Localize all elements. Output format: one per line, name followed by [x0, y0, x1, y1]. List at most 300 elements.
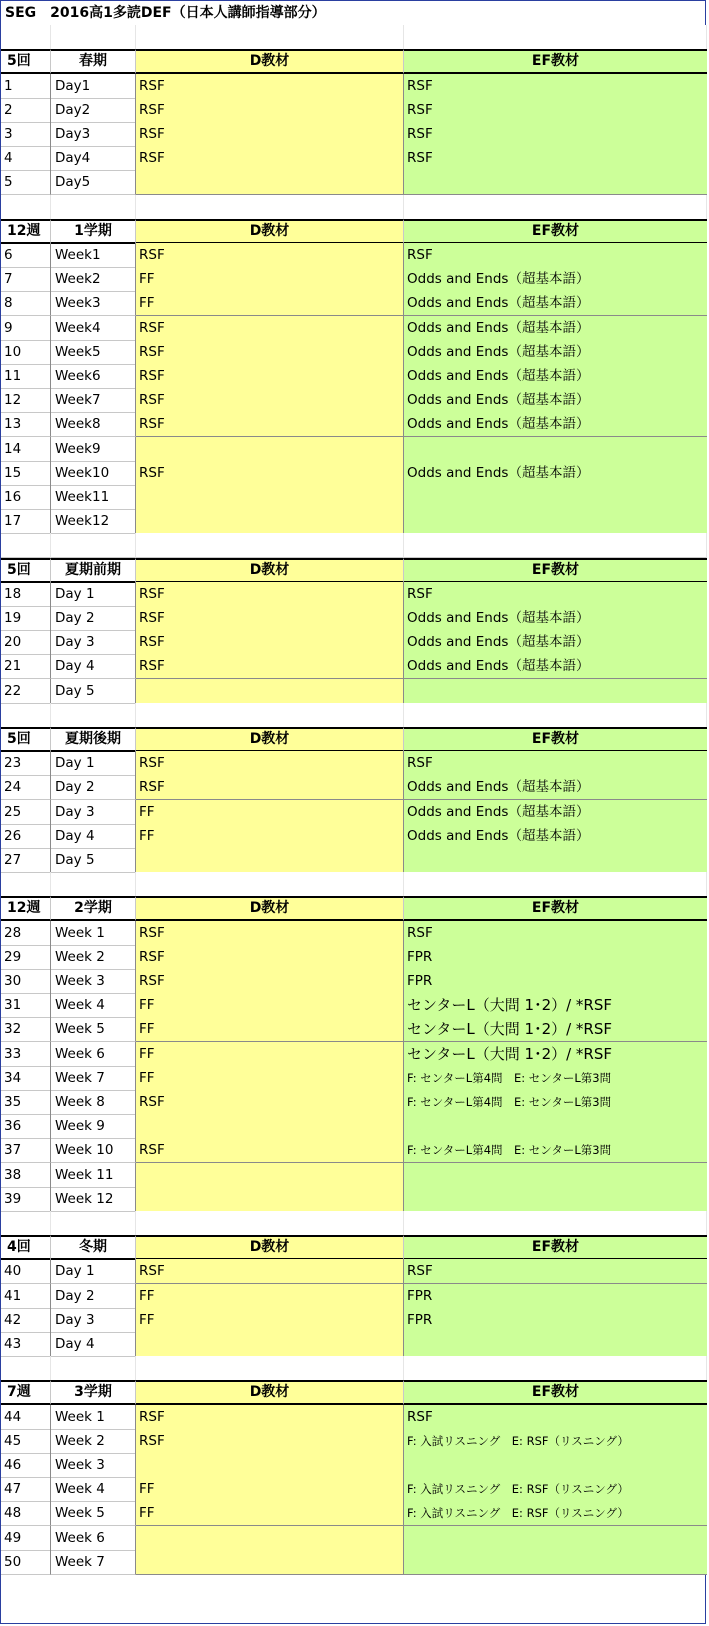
- session-cell[interactable]: Day 2: [51, 1284, 136, 1309]
- ef-material-cell[interactable]: Odds and Ends（超基本語）: [404, 340, 707, 365]
- row-number-cell[interactable]: 1: [1, 74, 51, 99]
- empty-cell[interactable]: [136, 25, 404, 50]
- session-cell[interactable]: Day 5: [51, 848, 136, 873]
- d-material-cell[interactable]: FF: [136, 1308, 404, 1333]
- d-material-cell[interactable]: FF: [136, 1477, 404, 1502]
- session-cell[interactable]: Week12: [51, 509, 136, 534]
- d-material-cell[interactable]: RSF: [136, 1090, 404, 1115]
- d-material-cell[interactable]: [136, 1550, 404, 1575]
- section-term-cell[interactable]: 冬期: [51, 1235, 136, 1260]
- ef-material-cell[interactable]: [404, 170, 707, 195]
- table-row: [1, 1526, 707, 1551]
- ef-material-cell[interactable]: RSF: [404, 98, 707, 123]
- d-material-cell[interactable]: RSF: [136, 74, 404, 99]
- ef-material-cell[interactable]: [404, 509, 707, 534]
- d-material-cell[interactable]: [136, 170, 404, 195]
- ef-material-cell[interactable]: [404, 1550, 707, 1575]
- table-row: [1, 775, 707, 800]
- ef-material-cell[interactable]: RSF: [404, 243, 707, 268]
- session-cell[interactable]: Week 1: [51, 1405, 136, 1430]
- row-number-cell[interactable]: 4: [1, 146, 51, 171]
- ef-material-cell[interactable]: Odds and Ends（超基本語）: [404, 388, 707, 413]
- empty-cell[interactable]: [1, 25, 51, 50]
- row-number-cell[interactable]: 11: [1, 364, 51, 389]
- d-material-cell[interactable]: [136, 437, 404, 462]
- d-material-cell[interactable]: RSF: [136, 654, 404, 679]
- session-cell[interactable]: Week10: [51, 461, 136, 486]
- table-row: [1, 267, 707, 292]
- empty-cell[interactable]: [1, 872, 51, 897]
- table-row: [1, 388, 707, 413]
- row-number-cell[interactable]: 21: [1, 654, 51, 679]
- ef-material-cell[interactable]: F: センターL第4問 E: センターL第3問: [404, 1066, 707, 1091]
- table-row: [1, 122, 707, 147]
- d-material-cell[interactable]: RSF: [136, 243, 404, 268]
- table-row: [1, 945, 707, 970]
- ef-material-cell[interactable]: [404, 1163, 707, 1188]
- empty-cell[interactable]: [1, 1356, 51, 1381]
- row-number-cell[interactable]: 36: [1, 1114, 51, 1139]
- table-row: [1, 437, 707, 462]
- ef-material-cell[interactable]: RSF: [404, 921, 707, 946]
- empty-cell[interactable]: [404, 703, 707, 728]
- row-number-cell[interactable]: 50: [1, 1550, 51, 1575]
- empty-cell[interactable]: [51, 195, 136, 220]
- session-cell[interactable]: Week 8: [51, 1090, 136, 1115]
- table-row: [1, 1550, 707, 1575]
- session-cell[interactable]: Day 4: [51, 1332, 136, 1357]
- empty-cell[interactable]: [136, 703, 404, 728]
- section-count-cell[interactable]: 12週: [1, 896, 51, 921]
- table-row: [1, 291, 707, 316]
- session-cell[interactable]: Week 12: [51, 1187, 136, 1212]
- ef-material-cell[interactable]: RSF: [404, 1405, 707, 1430]
- session-cell[interactable]: Day 4: [51, 824, 136, 849]
- session-cell[interactable]: Week 4: [51, 1477, 136, 1502]
- section-header-row: [1, 558, 707, 583]
- row-number-cell[interactable]: 32: [1, 1017, 51, 1042]
- session-cell[interactable]: Day 3: [51, 1308, 136, 1333]
- session-cell[interactable]: Week6: [51, 364, 136, 389]
- empty-cell[interactable]: [1, 1211, 51, 1236]
- table-row: [1, 751, 707, 776]
- ef-material-cell[interactable]: FPR: [404, 945, 707, 970]
- d-material-cell[interactable]: RSF: [136, 969, 404, 994]
- session-cell[interactable]: Week3: [51, 291, 136, 316]
- d-material-cell[interactable]: RSF: [136, 1259, 404, 1284]
- row-number-cell[interactable]: 7: [1, 267, 51, 292]
- session-cell[interactable]: Day5: [51, 170, 136, 195]
- session-cell[interactable]: Day 1: [51, 751, 136, 776]
- row-number-cell[interactable]: 3: [1, 122, 51, 147]
- blank-row: [1, 1211, 707, 1236]
- ef-material-cell[interactable]: [404, 437, 707, 462]
- session-cell[interactable]: Week7: [51, 388, 136, 413]
- table-row: [1, 921, 707, 946]
- session-cell[interactable]: Week8: [51, 412, 136, 437]
- empty-cell[interactable]: [136, 195, 404, 220]
- ef-material-cell[interactable]: Odds and Ends（超基本語）: [404, 654, 707, 679]
- ef-material-cell[interactable]: F: 入試リスニング E: RSF（リスニング）: [404, 1501, 707, 1526]
- section-term-cell[interactable]: 夏期後期: [51, 727, 136, 752]
- ef-material-cell[interactable]: Odds and Ends（超基本語）: [404, 461, 707, 486]
- section-header-row: [1, 1380, 707, 1405]
- session-cell[interactable]: Week 11: [51, 1163, 136, 1188]
- empty-cell[interactable]: [404, 533, 707, 558]
- empty-cell[interactable]: [51, 533, 136, 558]
- d-material-cell[interactable]: RSF: [136, 122, 404, 147]
- row-number-cell[interactable]: 14: [1, 437, 51, 462]
- ef-material-header[interactable]: EF教材: [404, 1380, 707, 1405]
- session-cell[interactable]: Day 3: [51, 630, 136, 655]
- session-cell[interactable]: Week 2: [51, 1429, 136, 1454]
- d-material-cell[interactable]: RSF: [136, 364, 404, 389]
- session-cell[interactable]: Week 4: [51, 993, 136, 1018]
- ef-material-cell[interactable]: FPR: [404, 1284, 707, 1309]
- d-material-cell[interactable]: FF: [136, 1066, 404, 1091]
- row-number-cell[interactable]: 35: [1, 1090, 51, 1115]
- d-material-cell[interactable]: RSF: [136, 775, 404, 800]
- row-number-cell[interactable]: 10: [1, 340, 51, 365]
- session-cell[interactable]: Day 1: [51, 1259, 136, 1284]
- d-material-cell[interactable]: [136, 1526, 404, 1551]
- d-material-cell[interactable]: FF: [136, 824, 404, 849]
- ef-material-cell[interactable]: RSF: [404, 74, 707, 99]
- session-cell[interactable]: Week 7: [51, 1066, 136, 1091]
- row-number-cell[interactable]: 40: [1, 1259, 51, 1284]
- d-material-cell[interactable]: RSF: [136, 1405, 404, 1430]
- d-material-cell[interactable]: RSF: [136, 1138, 404, 1163]
- row-number-cell[interactable]: 38: [1, 1163, 51, 1188]
- section-header-row: [1, 219, 707, 244]
- ef-material-cell[interactable]: [404, 1526, 707, 1551]
- ef-material-cell[interactable]: F: 入試リスニング E: RSF（リスニング）: [404, 1477, 707, 1502]
- table-row: [1, 1308, 707, 1333]
- section-count-cell[interactable]: 5回: [1, 558, 51, 583]
- empty-cell[interactable]: [51, 25, 136, 50]
- session-cell[interactable]: Week 5: [51, 1501, 136, 1526]
- blank-row: [1, 533, 707, 558]
- row-number-cell[interactable]: 31: [1, 993, 51, 1018]
- ef-material-cell[interactable]: RSF: [404, 582, 707, 607]
- session-cell[interactable]: Week 6: [51, 1042, 136, 1067]
- table-row: [1, 1284, 707, 1309]
- table-row: [1, 606, 707, 631]
- session-cell[interactable]: Day 2: [51, 775, 136, 800]
- d-material-header[interactable]: D教材: [136, 219, 404, 244]
- d-material-cell[interactable]: RSF: [136, 945, 404, 970]
- section-count-cell[interactable]: 5回: [1, 727, 51, 752]
- section-count-cell[interactable]: 12週: [1, 219, 51, 244]
- d-material-header[interactable]: D教材: [136, 727, 404, 752]
- table-row: [1, 824, 707, 849]
- empty-cell[interactable]: [136, 1356, 404, 1381]
- empty-cell[interactable]: [404, 1211, 707, 1236]
- ef-material-cell[interactable]: センターL（大問 1･2）/ *RSF: [404, 1042, 707, 1067]
- section-count-cell[interactable]: 4回: [1, 1235, 51, 1260]
- session-cell[interactable]: Week9: [51, 437, 136, 462]
- row-number-cell[interactable]: 18: [1, 582, 51, 607]
- d-material-cell[interactable]: [136, 485, 404, 510]
- empty-cell[interactable]: [404, 872, 707, 897]
- table-row: [1, 582, 707, 607]
- row-number-cell[interactable]: 16: [1, 485, 51, 510]
- row-number-cell[interactable]: 42: [1, 1308, 51, 1333]
- ef-material-cell[interactable]: Odds and Ends（超基本語）: [404, 775, 707, 800]
- d-material-header[interactable]: D教材: [136, 896, 404, 921]
- row-number-cell[interactable]: 43: [1, 1332, 51, 1357]
- section-term-cell[interactable]: 春期: [51, 49, 136, 74]
- session-cell[interactable]: Day 4: [51, 654, 136, 679]
- ef-material-cell[interactable]: FPR: [404, 969, 707, 994]
- empty-cell[interactable]: [51, 1356, 136, 1381]
- ef-material-cell[interactable]: [404, 1453, 707, 1478]
- session-cell[interactable]: Day 5: [51, 679, 136, 704]
- table-row: [1, 993, 707, 1018]
- d-material-cell[interactable]: RSF: [136, 98, 404, 123]
- ef-material-cell[interactable]: RSF: [404, 1259, 707, 1284]
- ef-material-header[interactable]: EF教材: [404, 1235, 707, 1260]
- d-material-cell[interactable]: FF: [136, 1501, 404, 1526]
- row-number-cell[interactable]: 47: [1, 1477, 51, 1502]
- d-material-cell[interactable]: FF: [136, 267, 404, 292]
- ef-material-cell[interactable]: Odds and Ends（超基本語）: [404, 291, 707, 316]
- ef-material-header[interactable]: EF教材: [404, 896, 707, 921]
- row-number-cell[interactable]: 17: [1, 509, 51, 534]
- d-material-cell[interactable]: RSF: [136, 388, 404, 413]
- ef-material-cell[interactable]: F: センターL第4問 E: センターL第3問: [404, 1138, 707, 1163]
- blank-row: [1, 703, 707, 728]
- ef-material-cell[interactable]: [404, 485, 707, 510]
- d-material-cell[interactable]: [136, 848, 404, 873]
- blank-row: [1, 872, 707, 897]
- d-material-cell[interactable]: [136, 679, 404, 704]
- row-number-cell[interactable]: 46: [1, 1453, 51, 1478]
- ef-material-header[interactable]: EF教材: [404, 219, 707, 244]
- session-cell[interactable]: Week4: [51, 316, 136, 341]
- d-material-cell[interactable]: RSF: [136, 630, 404, 655]
- session-cell[interactable]: Week 5: [51, 1017, 136, 1042]
- ef-material-cell[interactable]: RSF: [404, 146, 707, 171]
- session-cell[interactable]: Week1: [51, 243, 136, 268]
- d-material-cell[interactable]: [136, 1163, 404, 1188]
- section-term-cell[interactable]: 2学期: [51, 896, 136, 921]
- table-row: [1, 98, 707, 123]
- session-cell[interactable]: Day2: [51, 98, 136, 123]
- ef-material-cell[interactable]: Odds and Ends（超基本語）: [404, 824, 707, 849]
- table-row: [1, 1501, 707, 1526]
- d-material-cell[interactable]: RSF: [136, 921, 404, 946]
- session-cell[interactable]: Week 3: [51, 969, 136, 994]
- row-number-cell[interactable]: 41: [1, 1284, 51, 1309]
- d-material-cell[interactable]: RSF: [136, 582, 404, 607]
- ef-material-cell[interactable]: Odds and Ends（超基本語）: [404, 606, 707, 631]
- empty-cell[interactable]: [51, 703, 136, 728]
- ef-material-cell[interactable]: Odds and Ends（超基本語）: [404, 316, 707, 341]
- table-row: [1, 969, 707, 994]
- table-row: [1, 1163, 707, 1188]
- table-row: [1, 1332, 707, 1357]
- session-cell[interactable]: Week5: [51, 340, 136, 365]
- ef-material-cell[interactable]: FPR: [404, 1308, 707, 1333]
- row-number-cell[interactable]: 15: [1, 461, 51, 486]
- session-cell[interactable]: Day3: [51, 122, 136, 147]
- table-row: [1, 243, 707, 268]
- session-cell[interactable]: Week 3: [51, 1453, 136, 1478]
- ef-material-cell[interactable]: F: 入試リスニング E: RSF（リスニング）: [404, 1429, 707, 1454]
- d-material-cell[interactable]: RSF: [136, 606, 404, 631]
- row-number-cell[interactable]: 48: [1, 1501, 51, 1526]
- d-material-cell[interactable]: [136, 1187, 404, 1212]
- d-material-cell[interactable]: FF: [136, 993, 404, 1018]
- row-number-cell[interactable]: 29: [1, 945, 51, 970]
- section-term-cell[interactable]: 3学期: [51, 1380, 136, 1405]
- row-number-cell[interactable]: 45: [1, 1429, 51, 1454]
- row-number-cell[interactable]: 27: [1, 848, 51, 873]
- ef-material-header[interactable]: EF教材: [404, 49, 707, 74]
- empty-cell[interactable]: [136, 1211, 404, 1236]
- empty-cell[interactable]: [404, 195, 707, 220]
- empty-cell[interactable]: [404, 1356, 707, 1381]
- row-number-cell[interactable]: 39: [1, 1187, 51, 1212]
- row-number-cell[interactable]: 37: [1, 1138, 51, 1163]
- session-cell[interactable]: Week 1: [51, 921, 136, 946]
- d-material-cell[interactable]: FF: [136, 1042, 404, 1067]
- ef-material-cell[interactable]: RSF: [404, 751, 707, 776]
- table-row: [1, 1429, 707, 1454]
- empty-cell[interactable]: [1, 703, 51, 728]
- session-cell[interactable]: Week2: [51, 267, 136, 292]
- ef-material-header[interactable]: EF教材: [404, 727, 707, 752]
- d-material-cell[interactable]: [136, 1114, 404, 1139]
- row-number-cell[interactable]: 44: [1, 1405, 51, 1430]
- table-row: [1, 485, 707, 510]
- row-number-cell[interactable]: 20: [1, 630, 51, 655]
- session-cell[interactable]: Day1: [51, 74, 136, 99]
- ef-material-cell[interactable]: [404, 1114, 707, 1139]
- ef-material-cell[interactable]: Odds and Ends（超基本語）: [404, 800, 707, 825]
- row-number-cell[interactable]: 23: [1, 751, 51, 776]
- empty-cell[interactable]: [136, 533, 404, 558]
- row-number-cell[interactable]: 33: [1, 1042, 51, 1067]
- d-material-cell[interactable]: [136, 1332, 404, 1357]
- d-material-header[interactable]: D教材: [136, 1235, 404, 1260]
- session-cell[interactable]: Week 9: [51, 1114, 136, 1139]
- d-material-cell[interactable]: FF: [136, 800, 404, 825]
- ef-material-header[interactable]: EF教材: [404, 558, 707, 583]
- session-cell[interactable]: Day 2: [51, 606, 136, 631]
- d-material-cell[interactable]: RSF: [136, 1429, 404, 1454]
- ef-material-cell[interactable]: RSF: [404, 122, 707, 147]
- empty-cell[interactable]: [404, 25, 707, 50]
- d-material-cell[interactable]: [136, 1453, 404, 1478]
- d-material-cell[interactable]: RSF: [136, 461, 404, 486]
- d-material-cell[interactable]: RSF: [136, 146, 404, 171]
- table-row: [1, 1477, 707, 1502]
- ef-material-cell[interactable]: センターL（大問 1･2）/ *RSF: [404, 993, 707, 1018]
- row-number-cell[interactable]: 6: [1, 243, 51, 268]
- table-row: [1, 1114, 707, 1139]
- d-material-cell[interactable]: RSF: [136, 412, 404, 437]
- d-material-cell[interactable]: RSF: [136, 751, 404, 776]
- row-number-cell[interactable]: 5: [1, 170, 51, 195]
- session-cell[interactable]: Week 6: [51, 1526, 136, 1551]
- ef-material-cell[interactable]: Odds and Ends（超基本語）: [404, 364, 707, 389]
- section-count-cell[interactable]: 5回: [1, 49, 51, 74]
- table-row: [1, 412, 707, 437]
- d-material-header[interactable]: D教材: [136, 1380, 404, 1405]
- ef-material-cell[interactable]: [404, 1332, 707, 1357]
- row-number-cell[interactable]: 49: [1, 1526, 51, 1551]
- table-row: [1, 1405, 707, 1430]
- table-row: [1, 1138, 707, 1163]
- empty-cell[interactable]: [51, 1211, 136, 1236]
- row-number-cell[interactable]: 12: [1, 388, 51, 413]
- d-material-cell[interactable]: RSF: [136, 340, 404, 365]
- row-number-cell[interactable]: 13: [1, 412, 51, 437]
- ef-material-cell[interactable]: Odds and Ends（超基本語）: [404, 267, 707, 292]
- session-cell[interactable]: Week 10: [51, 1138, 136, 1163]
- row-number-cell[interactable]: 30: [1, 969, 51, 994]
- ef-material-cell[interactable]: [404, 848, 707, 873]
- section-count-cell[interactable]: 7週: [1, 1380, 51, 1405]
- sheet-title: SEG 2016高1多読DEF（日本人講師指導部分）: [5, 5, 326, 21]
- ef-material-cell[interactable]: F: センターL第4問 E: センターL第3問: [404, 1090, 707, 1115]
- d-material-cell[interactable]: FF: [136, 291, 404, 316]
- row-number-cell[interactable]: 2: [1, 98, 51, 123]
- ef-material-cell[interactable]: [404, 679, 707, 704]
- empty-cell[interactable]: [1, 195, 51, 220]
- ef-material-cell[interactable]: Odds and Ends（超基本語）: [404, 412, 707, 437]
- session-cell[interactable]: Day 1: [51, 582, 136, 607]
- row-number-cell[interactable]: 25: [1, 800, 51, 825]
- section-term-cell[interactable]: 1学期: [51, 219, 136, 244]
- session-cell[interactable]: Day4: [51, 146, 136, 171]
- table-row: [1, 74, 707, 99]
- row-number-cell[interactable]: 8: [1, 291, 51, 316]
- d-material-cell[interactable]: FF: [136, 1284, 404, 1309]
- row-number-cell[interactable]: 24: [1, 775, 51, 800]
- d-material-cell[interactable]: [136, 509, 404, 534]
- session-cell[interactable]: Week 2: [51, 945, 136, 970]
- row-number-cell[interactable]: 19: [1, 606, 51, 631]
- d-material-header[interactable]: D教材: [136, 558, 404, 583]
- empty-cell[interactable]: [136, 872, 404, 897]
- d-material-cell[interactable]: RSF: [136, 316, 404, 341]
- row-number-cell[interactable]: 28: [1, 921, 51, 946]
- ef-material-cell[interactable]: センターL（大問 1･2）/ *RSF: [404, 1017, 707, 1042]
- d-material-cell[interactable]: FF: [136, 1017, 404, 1042]
- d-material-header[interactable]: D教材: [136, 49, 404, 74]
- session-cell[interactable]: Week11: [51, 485, 136, 510]
- table-row: [1, 509, 707, 534]
- empty-cell[interactable]: [51, 872, 136, 897]
- ef-material-cell[interactable]: [404, 1187, 707, 1212]
- table-row: [1, 364, 707, 389]
- session-cell[interactable]: Day 3: [51, 800, 136, 825]
- table-row: [1, 1187, 707, 1212]
- table-row: [1, 340, 707, 365]
- ef-material-cell[interactable]: Odds and Ends（超基本語）: [404, 630, 707, 655]
- row-number-cell[interactable]: 9: [1, 316, 51, 341]
- session-cell[interactable]: Week 7: [51, 1550, 136, 1575]
- section-header-row: [1, 1235, 707, 1260]
- row-number-cell[interactable]: 34: [1, 1066, 51, 1091]
- row-number-cell[interactable]: 22: [1, 679, 51, 704]
- section-term-cell[interactable]: 夏期前期: [51, 558, 136, 583]
- row-number-cell[interactable]: 26: [1, 824, 51, 849]
- empty-cell[interactable]: [1, 533, 51, 558]
